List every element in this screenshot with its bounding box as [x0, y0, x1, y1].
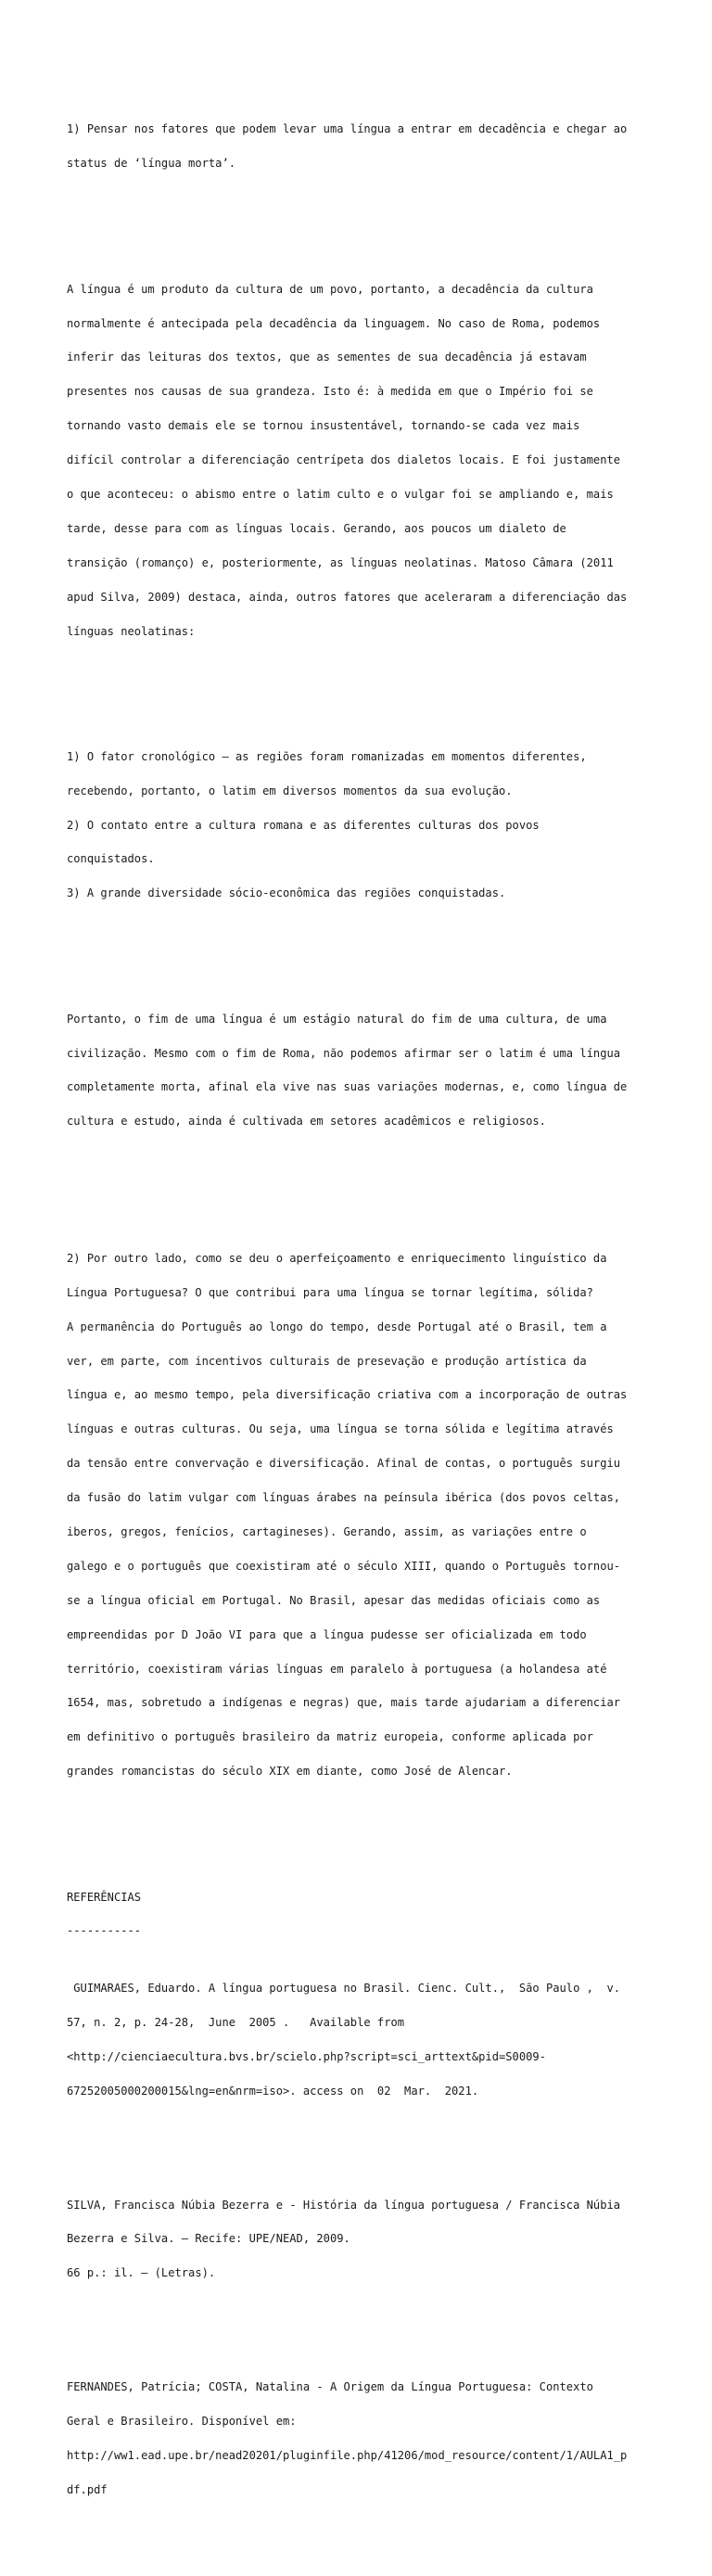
text-line: línguas neolatinas:: [67, 624, 196, 638]
question-1: [67, 101, 656, 192]
text-line: completamente morta, afinal ela vive nas suas variações modernas, e, como língua de: [67, 1080, 628, 1094]
text-line: ver, em parte, com incentivos culturais de presevação e produção artística da: [67, 1354, 587, 1368]
text-line: se a língua oficial em Portugal. No Brasil, apesar das medidas oficiais como as: [67, 1593, 601, 1607]
list-item: 2) O contato entre a cultura romana e as diferentes culturas dos povos: [67, 818, 540, 832]
text-line: A língua é um produto da cultura de um povo, portanto, a decadência da cultura: [67, 282, 593, 296]
text-line: 57, n. 2, p. 24-28, June 2005 . Available from: [67, 2015, 405, 2029]
references-rule: -----------: [67, 1924, 142, 1938]
text-line: língua e, ao mesmo tempo, pela diversificação criativa com a incorporação de outras: [67, 1388, 628, 1402]
text-line: da fusão do latim vulgar com línguas árabes na peínsula ibérica (dos povos celtas,: [67, 1491, 621, 1505]
text-line: tarde, desse para com as línguas locais. Gerando, aos poucos um dialeto de: [67, 521, 566, 535]
text-line: Língua Portuguesa? O que contribui para uma língua se tornar legítima, sólida?: [67, 1285, 593, 1299]
references-section: [67, 1868, 656, 2542]
text-line: A permanência do Português ao longo do tempo, desde Portugal até o Brasil, tem a: [67, 1320, 607, 1333]
list-item: conquistados.: [67, 852, 155, 866]
answer-1-paragraph: [67, 261, 656, 659]
reference-fernandes: [67, 2359, 656, 2519]
text-line: 66 p.: il. – (Letras).: [67, 2266, 216, 2280]
text-line: Bezerra e Silva. – Recife: UPE/NEAD, 2009.: [67, 2232, 350, 2246]
text-line: empreendidas por D João VI para que a língua pudesse ser oficializada em todo: [67, 1627, 587, 1641]
reference-guimaraes: [67, 1959, 656, 2119]
text-line: transição (romanço) e, posteriormente, as línguas neolatinas. Matoso Câmara (2011: [67, 555, 614, 569]
question-2-paragraph: [67, 1230, 656, 1800]
text-line: da tensão entre convervação e diversificação. Afinal de contas, o português surgiu: [67, 1457, 621, 1471]
text-line: 1654, mas, sobretudo a indígenas e negras) que, mais tarde ajudariam a diferenciar: [67, 1696, 621, 1710]
text-line: difícil controlar a diferenciação centrípeta dos dialetos locais. E foi justamente: [67, 453, 621, 467]
text-line: cultura e estudo, ainda é cultivada em setores acadêmicos e religiosos.: [67, 1115, 546, 1129]
list-item: 1) O fator cronológico – as regiões foram romanizadas em momentos diferentes,: [67, 749, 587, 763]
text-line: línguas e outras culturas. Ou seja, uma língua se torna sólida e legítima através: [67, 1422, 614, 1436]
text-line: normalmente é antecipada pela decadência da linguagem. No caso de Roma, podemos: [67, 316, 601, 330]
text-line: 67252005000200015&lng=en&nrm=iso>. access on 02 Mar. 2021.: [67, 2084, 479, 2098]
reference-url: http://ww1.ead.upe.br/nead20201/pluginfile.php/41206/mod_resource/content/1/AULA1_p: [67, 2449, 628, 2463]
text-line: 2) Por outro lado, como se deu o aperfeiçoamento e enriquecimento linguístico da: [67, 1251, 607, 1265]
text-line: grandes romancistas do século XIX em diante, como José de Alencar.: [67, 1765, 513, 1779]
text-line: <http://cienciaecultura.bvs.br/scielo.php?script=sci_arttext&pid=S0009-: [67, 2049, 546, 2063]
text-line: SILVA, Francisca Núbia Bezerra e - História da língua portuguesa / Francisca Núbia: [67, 2198, 621, 2212]
text-line: apud Silva, 2009) destaca, ainda, outros fatores que aceleraram a diferenciação das: [67, 590, 628, 604]
text-line: presentes nos causas de sua grandeza. Isto é: à medida em que o Império foi se: [67, 385, 593, 399]
text-line: iberos, gregos, fenícios, cartagineses). Gerando, assim, as variações entre o: [67, 1525, 587, 1538]
conclusion-paragraph: [67, 990, 656, 1150]
text-line: o que aconteceu: o abismo entre o latim culto e o vulgar foi se ampliando e, mais: [67, 487, 614, 501]
text-line: inferir das leituras dos textos, que as sementes de sua decadência já estavam: [67, 351, 587, 364]
text-line: galego e o português que coexistiram até o século XIII, quando o Português tornou-: [67, 1559, 621, 1573]
text-line: status de ‘língua morta’.: [67, 157, 236, 171]
factors-list: [67, 728, 656, 922]
text-line: tornando vasto demais ele se tornou insustentável, tornando-se cada vez mais: [67, 419, 580, 433]
text-line: Portanto, o fim de uma língua é um estágio natural do fim de uma cultura, de uma: [67, 1012, 607, 1026]
text-line: Geral e Brasileiro. Disponível em:: [67, 2415, 297, 2429]
list-item: 3) A grande diversidade sócio-econômica das regiões conquistadas.: [67, 886, 506, 900]
text-line: 1) Pensar nos fatores que podem levar uma língua a entrar em decadência e chegar ao: [67, 122, 628, 136]
list-item: recebendo, portanto, o latim em diversos momentos da sua evolução.: [67, 784, 513, 797]
reference-silva: [67, 2176, 656, 2302]
text-line: GUIMARAES, Eduardo. A língua portuguesa no Brasil. Cienc. Cult., São Paulo , v.: [67, 1981, 621, 1995]
reference-url: df.pdf: [67, 2482, 108, 2496]
text-line: civilização. Mesmo com o fim de Roma, não podemos afirmar ser o latim é uma língua: [67, 1046, 621, 1060]
text-line: território, coexistiram várias línguas em paralelo à portuguesa (a holandesa até: [67, 1662, 607, 1676]
references-heading: REFERÊNCIAS: [67, 1890, 142, 1904]
document-body: [67, 67, 656, 2575]
text-line: FERNANDES, Patrícia; COSTA, Natalina - A Origem da Língua Portuguesa: Contexto: [67, 2380, 593, 2394]
text-line: em definitivo o português brasileiro da matriz europeia, conforme aplicada por: [67, 1730, 593, 1744]
